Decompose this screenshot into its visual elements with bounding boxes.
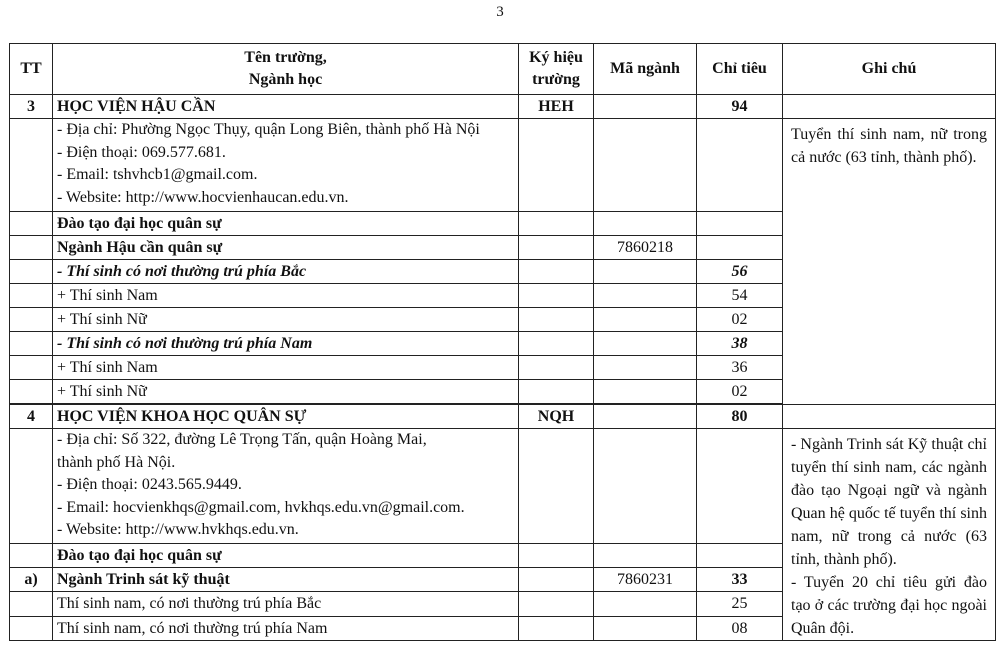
school-code: NQH	[519, 405, 594, 429]
header-ghi-chu: Ghi chú	[783, 44, 996, 95]
school-note: Tuyển thí sinh nam, nữ trong cả nước (63 tỉnh, thành phố).	[783, 119, 996, 405]
header-ten-truong: Tên trường, Ngành học	[53, 44, 519, 95]
admissions-table	[9, 43, 996, 641]
school-info-row	[10, 119, 996, 212]
school-row	[10, 95, 996, 119]
school-note: - Ngành Trinh sát Kỹ thuật chỉ tuyển thí sinh nam, các ngành đào tạo Ngoại ngữ và ngành Quan hệ quốc tế tuyển thí sinh nam, nữ trong cả nước (63 tỉnh, thành phố). - Tuyển 20 chỉ tiêu gửi đào tạo ở các trường đại học ngoài Quân đội.	[783, 429, 996, 641]
table-row: Thí sinh nam, có nơi thường trú phía Nam 08	[10, 616, 996, 640]
table-row: Thí sinh nam, có nơi thường trú phía Bắc 25	[10, 592, 996, 616]
table-row: - Thí sinh có nơi thường trú phía Bắc 56	[10, 260, 996, 284]
training-label: Đào tạo đại học quân sự	[53, 212, 519, 236]
major-code: 7860231	[594, 568, 697, 592]
page-number: 3	[496, 4, 504, 20]
header-ky-hieu: Ký hiệu trường	[519, 44, 594, 95]
table-row: + Thí sinh Nữ 02	[10, 380, 996, 404]
school-row	[10, 405, 996, 429]
training-label: Đào tạo đại học quân sự	[53, 543, 519, 567]
table-row: + Thí sinh Nam 36	[10, 356, 996, 380]
school-code: HEH	[519, 95, 594, 119]
school-info-row	[10, 429, 996, 544]
school-name: HỌC VIỆN HẬU CẦN	[53, 95, 519, 119]
major-name: Ngành Hậu cần quân sự	[53, 236, 519, 260]
school-total: 80	[697, 405, 783, 429]
major-code: 7860218	[594, 236, 697, 260]
header-tt: TT	[10, 44, 53, 95]
school-tt: 3	[10, 95, 53, 119]
school-tt: 4	[10, 405, 53, 429]
table-row: a) Ngành Trinh sát kỹ thuật 7860231 33	[10, 568, 996, 592]
school-name: HỌC VIỆN KHOA HỌC QUÂN SỰ	[53, 405, 519, 429]
school-total: 94	[697, 95, 783, 119]
table-row: + Thí sinh Nữ 02	[10, 308, 996, 332]
school-contact: - Địa chỉ: Phường Ngọc Thụy, quận Long Biên, thành phố Hà Nội - Điện thoại: 069.577.681. - Email: tshvhcb1@gmail.com. - Website: http://www.hocvienhaucan.edu.vn.	[53, 119, 519, 212]
header-chi-tieu: Chỉ tiêu	[697, 44, 783, 95]
major-name: Ngành Trinh sát kỹ thuật	[53, 568, 519, 592]
header-ma-nganh: Mã ngành	[594, 44, 697, 95]
table-row: - Thí sinh có nơi thường trú phía Nam 38	[10, 332, 996, 356]
header-row	[10, 44, 996, 95]
school-contact: - Địa chỉ: Số 322, đường Lê Trọng Tấn, quận Hoàng Mai, thành phố Hà Nội. - Điện thoại: 0243.565.9449. - Email: hocvienkhqs@gmail.com, hvkhqs.edu.vn@gmail.com. - Website: http://www.hvkhqs.edu.vn.	[53, 429, 519, 544]
table-row: + Thí sinh Nam 54	[10, 284, 996, 308]
